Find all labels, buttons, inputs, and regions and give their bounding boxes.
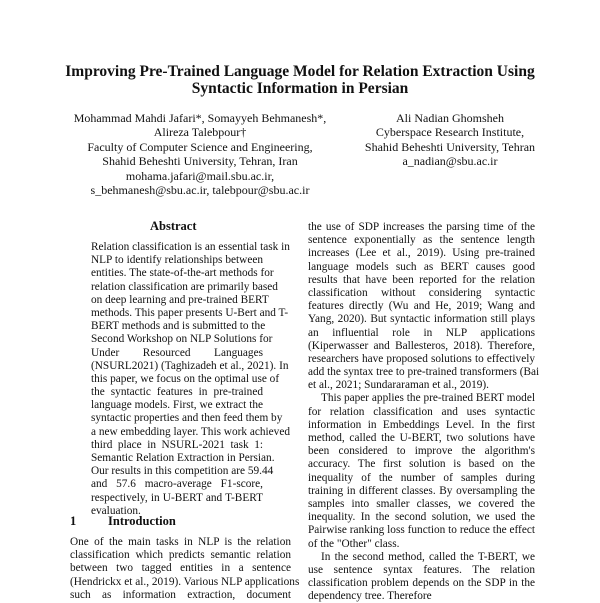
text-line: use sentence syntax features. The relation xyxy=(308,563,535,576)
text-line: and 57.6 macro-average F1-score, xyxy=(91,478,263,491)
section-heading: Introduction xyxy=(108,514,176,528)
text-line: Relation classification is an essential task in xyxy=(91,241,290,253)
text-line: inequality. In the second solution, we used the xyxy=(308,511,535,524)
abstract-body xyxy=(91,241,290,518)
text-line: In the second method, called the T-BERT, we xyxy=(321,550,535,563)
text-line: NLP to identify relationships between xyxy=(91,254,263,267)
affiliation: Shahid Beheshti University, Tehran, Iran xyxy=(102,154,298,169)
text-line: such as information extraction, document xyxy=(70,588,291,601)
text-line: Our results in this competition are 59.44 xyxy=(91,465,274,478)
text-line: Pairwise ranking loss function to reduce the effect xyxy=(308,524,535,537)
email: a_nadian@sbu.ac.ir xyxy=(402,154,498,169)
author-names: Alireza Talebpour† xyxy=(153,125,247,140)
right-column-body xyxy=(308,221,540,603)
text-line: Yang, 2020). But syntactic information still plays xyxy=(308,313,535,326)
text-line: (Hendrickx et al., 2019). Various NLP applications xyxy=(70,575,300,588)
text-line: information in Embeddings Level. In the first xyxy=(308,418,535,431)
text-line: add the syntax tree to pre-trained transformers (Bai xyxy=(308,366,540,379)
text-line: methods. This paper presents U-Bert and T- xyxy=(91,306,289,319)
affiliation: Cyberspace Research Institute, xyxy=(375,125,525,140)
text-line: for relation classification and uses syntactic xyxy=(308,405,535,418)
email: mohama.jafari@mail.sbu.ac.ir, xyxy=(125,168,275,183)
text-line: One of the main tasks in NLP is the relation xyxy=(70,536,291,548)
email: s_behmanesh@sbu.ac.ir, talebpour@sbu.ac.ir xyxy=(90,183,310,198)
text-line: Semantic Relation Extraction in Persian. xyxy=(91,452,275,464)
text-line: evaluation. xyxy=(91,504,141,517)
text-line: results that have been reported for the relation xyxy=(308,273,535,286)
text-line: researchers have proposed solutions to effectively xyxy=(308,352,535,365)
text-line: increases (Lee et al., 2019). Using pre-trained xyxy=(308,247,535,260)
text-line: BERT methods and is submitted to the xyxy=(91,320,266,333)
text-line: Second Workshop on NLP Solutions for xyxy=(91,333,273,346)
text-line: between two tagged entities in a sentence xyxy=(70,562,291,575)
text-line: entities. The state-of-the-art methods for xyxy=(91,267,274,280)
text-line: this paper, we focus on the optimal use of xyxy=(91,372,280,385)
text-line: of the "Other" class. xyxy=(308,537,400,550)
intro-body xyxy=(70,536,300,602)
author-names: Ali Nadian Ghomsheh xyxy=(396,111,504,125)
text-line: training in different classes. By oversampling the xyxy=(308,484,535,497)
text-line: an influential role in NLP applications xyxy=(308,326,535,339)
section-number: 1 xyxy=(70,514,77,528)
text-line: syntactic properties and then feed them by xyxy=(91,412,283,425)
affiliation: Faculty of Computer Science and Engineering, xyxy=(87,139,313,154)
text-line: Under Resourced Languages xyxy=(91,346,263,359)
author-names: Mohammad Mahdi Jafari*, Somayyeh Behmanesh*, xyxy=(73,111,327,125)
text-line: on deep learning and pre-trained BERT xyxy=(91,293,269,306)
text-line: samples into smaller classes, we covered the xyxy=(308,497,535,510)
text-line: third place in NSURL-2021 task 1: xyxy=(91,438,263,451)
text-line: a new embedding layer. This work achieved xyxy=(91,425,290,438)
text-line: classification problem depends on the SDP in the xyxy=(308,577,535,590)
abstract-heading: Abstract xyxy=(150,219,197,233)
title-line: Improving Pre-Trained Language Model for Relation Extraction Using xyxy=(65,63,535,80)
text-line: language models such as BERT causes good xyxy=(308,260,535,273)
text-line: This paper applies the pre-trained BERT model xyxy=(321,392,535,405)
text-line: method, called the U-BERT, two solutions have xyxy=(308,432,535,444)
text-line: classification without considering syntactic xyxy=(308,286,535,299)
authors-left xyxy=(55,111,345,197)
text-line: (Kiperwasser and Ballesteros, 2018). Therefore, xyxy=(308,339,535,352)
affiliation: Shahid Beheshti University, Tehran xyxy=(364,139,536,154)
text-line: (NSURL2021) (Taghizadeh et al., 2021). In xyxy=(91,359,289,372)
authors-right xyxy=(345,111,555,169)
text-line: classification which predicts semantic relation xyxy=(70,549,291,562)
text-line: relation classification are primarily based xyxy=(91,280,278,293)
text-line: et al., 2021; Sundararaman et al., 2019). xyxy=(308,379,490,392)
text-line: sentence exponentially as the sentence length xyxy=(308,234,535,247)
title-line: Syntactic Information in Persian xyxy=(191,80,409,97)
text-line: the use of SDP increases the parsing time of the xyxy=(308,221,535,233)
text-line: language models. First, we extract the xyxy=(91,399,263,412)
text-line: accuracy. The first solution is based on the xyxy=(308,458,535,471)
text-line: respectively, in U-BERT and T-BERT xyxy=(91,491,263,504)
paper-title xyxy=(0,63,600,97)
text-line: inequality of the number of samples during xyxy=(308,471,535,484)
text-line: the syntactic features in pre-trained xyxy=(91,386,263,399)
text-line: features directly (Wu and He, 2019; Wang and xyxy=(308,300,535,313)
text-line: been considered to improve the algorithm's xyxy=(308,445,535,458)
text-line: dependency tree. Therefore xyxy=(308,590,432,603)
